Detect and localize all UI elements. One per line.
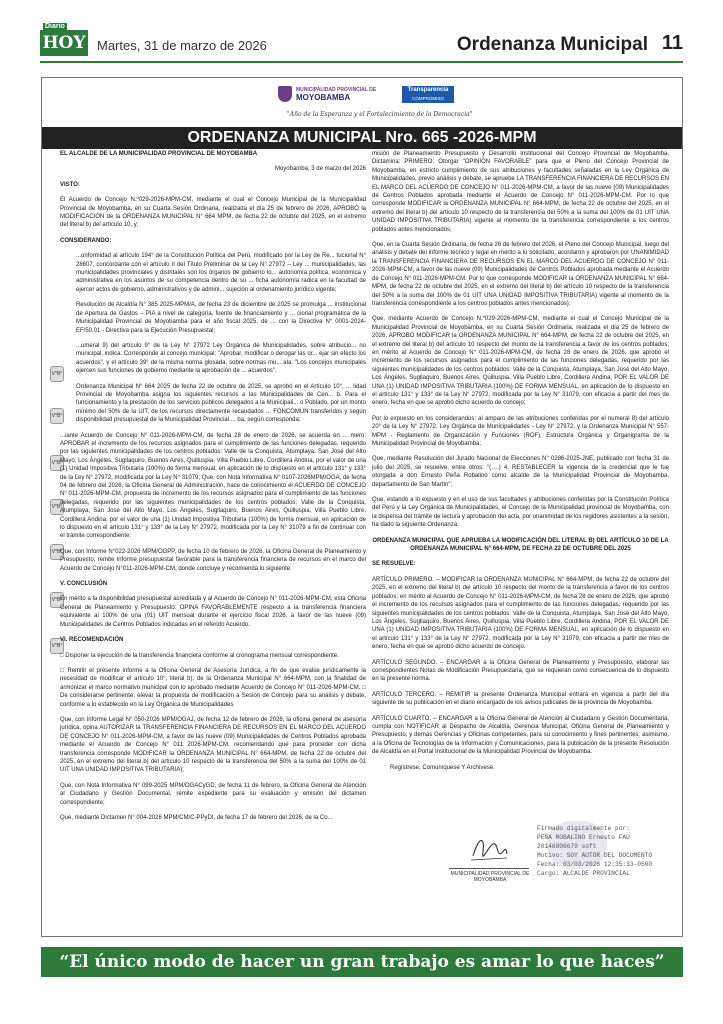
mayor-heading: EL ALCALDE DE LA MUNICIPALIDAD PROVINCIAL DE MOYOBAMBA [60,151,258,157]
year-motto: "Año de la Esperanza y el Fortalecimiento de la Democracia" [287,111,473,118]
paragraph: □ Disponer la ejecución de la transferencia financiera conforme al cronograma mensual correspondiente. [60,652,339,659]
paragraph: Ordenanza Municipal N° 664 2025 de fecha 22 de octubre de 2025, se aprobó en el Artículo 10°, ... lidad Provincial de Moyobamba asigna los siguientes recursos a las Municipalidades de Cen... b. Para el funcionamiento y la prestación de los servicios públicos delegados a la Municipali... o Poblado, por un monto mínimo del 50% de la UIT, de los recursos directamente recaudados ... FONCOMUN transferidos y según disponibilidad presupuestal de la Municipalidad Provincial ... ba, según corresponda: [76,383,366,424]
ordinance-subtitle: ORDENANZA MUNICIPAL QUE APRUEBA LA MODIFICACIÓN DEL LITERAL B) DEL ARTÍCULO 10 DE LA ORDENANZA MUNICIPAL N° 664-MPM, DE FECHA 22 DE OCTUBRE DEL 2025 [372,537,669,553]
conclusion-heading: V. CONCLUSIÓN [60,581,108,588]
ordinance-title: ORDENANZA MUNICIPAL Nro. 665 -2026-MPM [42,127,682,149]
considerando-heading: CONSIDERANDO: [60,237,112,244]
article-fourth: ARTÍCULO CUARTO. – ENCARGAR a la Oficina General de Atención al Ciudadano y Gestión Documentaria, cumpla con NOTIFICAR al Despacho de Alcaldía, Gerencia Municipal, Oficina General de Planeamiento y Presupuesto, y demás Gerencias y Oficinas competentes, para su conocimiento y fines pertinentes; asimismo, a la Oficina de Tecnologías de la Información y Comunicaciones, para la publicación de la presente Resolución de Alcaldía en el Portal Institucional de la Municipalidad Provincial de Moyobamba. [372,715,669,756]
paragraph: Que, con Informe N°022-2026 MPM/OGPP, de fecha 10 de febrero de 2026, la Oficina General de Planeamiento y Presupuesto, remite Informe presupuestal favorable para la transferencia financiera de recursos en el marco del Acuerdo de Concejo N°011-2026-MPM-CM, donde concluye y recomienda lo siguiente: [60,548,366,572]
recommendation-heading: VI. RECOMENDACIÓN [60,637,124,644]
signature-details [537,824,652,878]
approval-stamp: V°B° [50,544,64,560]
signature-line-text: PEÑA ROBALINO Ernesto FAU [537,834,630,841]
approval-stamp: V°B° [50,499,64,515]
paragraph: □ Remitir el presente informe a la Oficina General de Asesoría Jurídica, a fin de que evalúe jurídicamente la necesidad de modificar el artículo 10°, literal b), de la Ordenanza Municipal N° 664-MPM, con la finalidad de armonizar el marco normativo municipal con lo aprobado mediante Acuerdo de Concejo N° 011-2026-MPM-CM. □ De considerarse pertinente, elevar la propuesta de modificación a Sesión de Concejo para su análisis y debate, conforme a lo establecido en la Ley Orgánica de Municipalidades [60,667,366,708]
paragraph: ...iante Acuerdo de Concejo N° 011-2026-MPM-CM, de fecha 28 de enero de 2026, se acuerda en ... mero: APROBAR el incremento de los recursos asignados para el cumplimiento de las funciones delegadas, requerido por las siguientes municipalidades de los centros poblados: Valle de la Conquista, Atumplaya, San José del Alto Mayo, Los Ángeles, Sugllaquiro, Buenos Aires, Quilluspia, Villa Pueblo Libre, Cordillera Andina, por el valor de una (1) Unidad Impositiva Tributaria (100%) de forma mensual, en aplicación de lo dispuesto en el artículo 131° y 133° de la Ley N° 27972, modificada por la Ley N° 31079; Que, con Nota Informativa N° 0107-2026MPM/OGA, de fecha 04 de febrero del 2026, la Oficina General de Administración, hace de conocimiento el ACUERDO DE CONCEJO N° 011-2026-MPM-CM, propuesta de incremento de los recursos asignados para el cumplimiento de las funciones delegadas, requerido por las siguientes municipalidades de los centros poblados: Valle de la Conquista, Atumplaya, San José del Alto Mayo, Los Ángeles, Sugllaquiro, Buenos Aires, Quilluspia, Villa Pueblo Libre, Cordillera Andina, por el valor de una (1) Unidad Impositiva Tributaria (100%) de forma mensual, en aplicación de lo dispuesto en el artículo 131° y 133° de la Ley N° 27972, modificada por la Ley N° 31079 a fin de continuar con el trámite correspondiente; [60,432,366,540]
paragraph: Que, con Informe Legal N° 050-2026 MPM/OGAJ, de fecha 12 de febrero de 2026, la oficina general de asesoría jurídica, opina AUTORIZAR la TRANSFERENCIA FINANCIERA DE RECURSOS EN EL MARCO DEL ACUERDO DE CONCEJO N° 011-2026-MPM-CM, a favor de las nueve (09) Municipalidades de Centros Poblados aprobada mediante el Acuerdo de Concejo N° 011 2026-MPM-CM, recomendando que para proceder con dicha transferencia corresponde MODIFICAR la ORDENANZA MUNICIPAL N° 664-MPM, de fecha 22 de octubre del 2025, en el extremo del literal b) del artículo 10 respecto de la transferencia del 50% a la suma del 100% de 01 UIT UNA UNIDAD IMPOSITIVA TRIBUTARIA); [60,716,366,774]
shield-icon [278,86,292,102]
signature-line [449,868,529,869]
approval-stamp: V°B° [50,408,64,424]
paragraph: misión de Planeamiento Presupuesto y Desarrollo Institucional del Concejo Provincial de Moyobamba, Dictamina: PRIMERO: Otorgar "OPINIÓN FAVORABLE" para que el Pleno del Concejo Provincial de Moyobamba, en estricto cumplimiento de sus atribuciones y facultades señaladas en la Ley Orgánica de Municipalidades, previo análisis y debate, se apruebe LA TRANSFERENCIA FINANCIERA DE RECURSOS EN EL MARCO DEL ACUERDO DE CONCEJO N° 011-2026-MPM-CM, a favor de las nueve (09) Municipalidades de Centros Poblados aprobada mediante el Acuerdo de Concejo N° 011-2026-MPM-CM. Por lo que corresponde MODIFICAR la ORDENANZA MUNICIPAL N° 664-MPM, de fecha 22 de octubre del 2025, en el extremo del literal b) del artículo 10 respecto de la transferencia del 50% a la suma del 100% de 01 UIT UNA UNIDAD IMPOSITIVA TRIBUTARIA) vigente al momento de la transferencia correspondiente a los centros poblados antes mencionados; [372,151,669,233]
transparency-text: Transparencia [407,87,449,93]
paragraph: El Acuerdo de Concejo N.º029-2026-MPM-CM, mediante el cual el Concejo Municipal de la Municipalidad Provincial de Moyobamba, en su Cuarta Sesión Ordinaria, realizada el día 25 de febrero de 2026, APROBÓ la MODIFICACIÓN de la ORDENANZA MUNICIPAL N° 664 MPM, de fecha 22 de octubre del 2025, en el extremo del literal b) del artículo 10, y; [60,197,366,229]
closing-formula: Regístrese, Comuníquese Y Archívese. [390,764,495,771]
signature-line-text: Firmado digitalmente por: [537,825,630,832]
left-column [60,150,366,936]
paragraph: Que, con Nota Informativa N° 099-2025 MPM/OGACyGD, de fecha 11 de febrero, la Oficina General de Atención al Ciudadano y Gestión Documental, remite expediente para su evaluación y emisión del dictamen correspondiente; [60,782,366,806]
place-date: Moyobamba, 3 de marzo del 2026 [274,166,366,173]
commitment-text: COMPROMISO [412,96,444,101]
article-first: ARTÍCULO PRIMERO. – MODIFICAR la ORDENANZA MUNICIPAL N° 664-MPM, de fecha 22 de octubre del 2025, en el extremo del literal b) del artículo 10 respecto del monto de la transferencia a favor de los centros poblados; en mérito al Acuerdo de Concejo N° 011-2026-MPM-CM, de fecha 28 de enero de 2026, que aprobó el incremento de los recursos asignados para el cumplimiento de las funciones delegadas, requerido por las siguientes municipalidades de los centros poblados: Valle de la Conquista, Atumplaya, San José del Alto Mayo, Los Ángeles, Sugllaquiro, Buenos Aires, Quilluspia, Villa Pueblo Libre, Cordillera Andina, POR EL VALOR DE UNA (1) UNIDAD IMPOSITIVA TRIBUTARIA (100%) DE FORMA MENSUAL, en aplicación de lo dispuesto en el artículo 131° y 133° de la Ley N° 27972, modificada por la Ley N° 31079, con eficacia a partir del mes de enero, fecha en que se aprobó dicho acuerdo de concejo. [372,576,669,651]
municipality-name: MOYOBAMBA [296,93,351,102]
issue-date: Martes, 31 de marzo de 2026 [97,38,267,53]
approval-stamp: V°B° [50,455,64,471]
header-rule [40,61,683,63]
signature-line-text: Cargo: ALCALDE PROVINCIAL [537,870,630,877]
ordinance-frame [41,77,683,937]
approval-stamp: V°B° [50,366,64,382]
transparency-logo [402,86,454,103]
approval-stamp: V°B° [50,592,64,608]
page-header [0,0,723,64]
municipality-small: MUNICIPALIDAD PROVINCIAL DE [296,87,377,93]
paragraph: Que, en la Cuarta Sesión Ordinaria, de fecha 26 de febrero del 2026, el Pleno del Concejo Municipal, luego del análisis y debate del informe técnico y legal en mérito a lo solicitado, acordaron y aprobaron por UNANIMIDAD la TRANSFERENCIA FINANCIERA DE RECURSOS EN EL MARCO DEL ACUERDO DE CONCEJO N° 011-2026-MPM-CM, a favor de las nueve (09) Municipalidades de Centros Poblados aprobada mediante el Acuerdo de Concejo N° 011-2026-MPM-CM. Por lo que corresponde MODIFICAR la ORDENANZA MUNICIPAL N° 664-MPM, de fecha 22 de octubre del 2025, en el extremo del literal b) del artículo 10 respecto de la transferencia del 50% a la suma del 100% de 01 UIT UNA UNIDAD IMPOSITIVA TRIBUTARIA) vigente al momento de la transferencia correspondiente a los centros poblados antes mencionados); [372,242,669,307]
page-number: 11 [661,32,683,54]
paragraph: Que, estando a lo expuesto y en el uso de sus facultades y atribuciones conferidas por la Constitución Política del Perú y la Ley Orgánica de Municipalidades, el Concejo de la Municipalidad provincial de Moyobamba, con la dispensa del trámite de lectura y aprobación del acta, por unanimidad de los regidores asistentes a la sesión, ha dado la siguiente Ordenanza: [372,497,669,529]
article-second: ARTÍCULO SEGUNDO. – ENCARGAR a la Oficina General de Planeamiento y Presupuesto, elaborar las correspondientes Notas de Modificación Presupuestaria, que se requieran como consecuencia de lo dispuesto en la presente norma. [372,659,669,683]
paragraph: En mérito a la disponibilidad presupuestal acreditada y al Acuerdo de Concejo N° 011-2026-MPM-CM, esta Oficina General de Planeamiento y Presupuesto: OPINA FAVORABLEMENTE respecto a la transferencia financiera equivalente al 100% de una (01) UIT mensual durante el ejercicio fiscal 2026, a favor de las nueve (09) Municipalidades de Centros Poblados indicadas en el referido Acuerdo. [60,596,366,628]
right-column [372,150,669,810]
signature-line-text: 20146806679 soft [537,843,597,850]
paragraph: Resolución de Alcaldía N° 385 2025-MPM/A, de fecha 23 de diciembre de 2025 se promulga ... institucional de Apertura de Gastos – PIA a nivel de categoría, fuente de financiamiento y ... cional programática de la Municipalidad Provincial de Moyobamba para el año fiscal 2025, de ... con la Directiva N° 0001-2024-EF/50.01 - Directiva para la Ejecución Presupuestal; [76,302,366,334]
signature-line-text: Motivo: SOY AUTOR DEL DOCUMENTO [537,852,653,859]
signature-caption: MUNICIPALIDAD PROVINCIAL DE MOYOBAMBA [450,871,530,883]
logo-main-text: HOY [42,33,86,53]
institution-banner [42,78,682,126]
digital-signature-block [447,816,677,916]
resolve-heading: SE RESUELVE: [372,561,416,568]
visto-heading: VISTO: [60,181,80,188]
signature-scribble [467,830,511,864]
paragraph: ...onformidad al artículo 194° de la Constitución Política del Perú, modificado por la Ley de Re... tucional N° 28607, concordante con el artículo II del Título Preliminar de la Ley N° 27972 – Ley ... municipalidades, las municipalidades provinciales y distritales son los órganos de gobierno lo... autonomía política, económica y administrativa en los asuntos de su competencia dentro de su ... ficha autonomía radica en la facultad de ejercer actos de gobierno, administrativos y de admini... sujeción al ordenamiento jurídico vigente; [76,253,366,293]
paragraph: ...umeral 9) del artículo 9° de la Ley N° 27972 Ley Orgánica de Municipalidades, sobre atribucio... no municipal, indica: Corresponde al concejo municipal: "Aprobar, modificar o derogar las or... ejar sin efecto los acuerdos", y el artículo 39° de la misma norma glosada, sobre normas mu... ala: "Los concejos municipales ejercen sus funciones de gobierno mediante la aprobación de ... acuerdos". [76,342,366,375]
section-title: Ordenanza Municipal [456,34,648,55]
paragraph: Que, mediante Acuerdo de Concejo N.º029-2026-MPM-CM, mediante el cual el Concejo Municipal de la Municipalidad Provincial de Moyobamba, en su Cuarta Sesión Ordinaria, realizada el día 25 de febrero de 2026, APROBÓ MODIFICAR la ORDENANZA MUNICIPAL N° 664-MPM, de fecha 22 de octubre del 2025, en el extremo del literal b) del artículo 10 respecto del monto de la transferencia a favor de los centros poblados; en mérito al Acuerdo de Concejo N° 011-2026-MPM-CM, de fecha 28 de enero de 2026, que aprobó el incremento de los recursos asignados para el cumplimiento de las funciones delegadas, requerido por las siguientes municipalidades de los centros poblados: Valle de la Conquista, Atumplaya, San José del Alto Mayo, Los Ángeles, Sugllaquiro, Buenos Aires, Quilluspia, Villa Pueblo Libre, Cordillera Andina, POR EL VALOR DE UNA (1) UNIDAD IMPOSITIVA TRIBUTARIA (100%) DE FORMA MENSUAL, en aplicación de lo dispuesto en el artículo 131° y 133° de la Ley N° 27972, modificada por la Ley N° 31079, con eficacia a partir del mes de enero, fecha en que se aprobó dicho acuerdo de concejo; [372,316,669,407]
logo-small-text: Diario [45,23,65,30]
article-third: ARTÍCULO TERCERO. – REMITIR la presente Ordenanza Municipal entrará en vigencia a partir del día siguiente de su publicación en el diario encargado de los avisos judiciales de la provincia de Moyobamba. [372,691,669,707]
paragraph: Por lo expuesto en los considerandos; al amparo de las atribuciones conferidas por el numeral 8) del artículo 20° de la Ley N° 27972, Ley Orgánica de Municipalidades - Ley N° 27972, y la Ordenanza Municipal N° 557-MPM - Reglamento de Organización y Funciones (ROF), Estructura Orgánica y Organigrama de la Municipalidad Provincial de Moyobamba; [372,415,669,447]
paragraph: Que, mediante Dictamen N° 004-2026 MPM/CM/C-PPyDI, de fecha 17 de febrero del 2026, de la Co... [60,815,333,821]
approval-stamp: V°B° [50,638,64,654]
hoy-logo [40,23,88,56]
footer-quote: “El único modo de hacer un gran trabajo es amar lo que haces” [41,947,683,977]
paragraph: Que, mediante Resolución del Jurado Nacional de Elecciones N° 0286-2025-JNE, publicado con fecha 31 de julio del 2025, se resuelve, entre otros: "(….) 4. RESTABLECER la vigencia de la credencial que le fue otorgada a don Ernesto Peña Robalino como alcalde de la Municipalidad Provincial de Moyobamba, departamento de San Martín"; [372,456,669,488]
signature-line-text: Fecha: 03/03/2026 12:35:33-0500 [537,861,653,868]
